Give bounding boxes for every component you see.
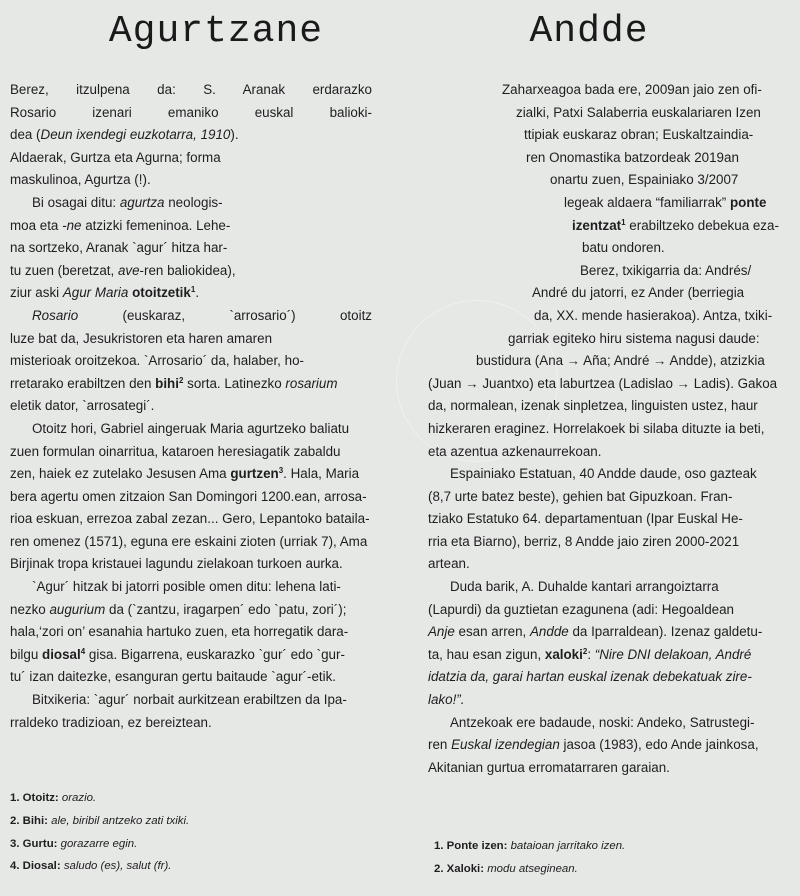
paragraph-4 (428, 576, 790, 712)
text-line: André du jatorri, ez Ander (berriegia (532, 285, 745, 301)
text-line: ta, hau esan zigun, xaloki$^2$: “Nire DNI delakoan, André (428, 646, 752, 662)
text-line: tu´ izan daitezke, esanguran gertu baitaude `agur´-etik. (10, 669, 337, 685)
paragraph-6 (10, 689, 372, 734)
footnotes (10, 787, 189, 878)
text-line: dea (Deun ixendegi euzkotarra, 1910). (10, 127, 239, 143)
text-line: Otoitz hori, Gabriel aingeruak Maria agurtzeko baliatu (32, 420, 350, 436)
text-line: Duda barik, A. Duhalde kantari arrangoiztarra (450, 579, 719, 595)
text-line: batu ondoren. (582, 240, 665, 256)
text-line: da, XX. mende hasierakoa). Antza, txiki- (534, 307, 773, 323)
text-line: lako!”. (428, 692, 465, 708)
text-line: Berez, itzulpena da: S. Aranak erdarazko (10, 82, 372, 97)
title-andde: Andde (529, 10, 649, 53)
text-line: ren Onomastika batzordeak 2019an (526, 149, 739, 165)
text-line: idatzia da, garai hartan euskal izenak debekatuak zire- (428, 669, 752, 685)
paragraph-5 (10, 576, 372, 689)
text-line: bilgu diosal$^4$ gisa. Bigarrena, euskarazko `gur´ edo `gur- (10, 646, 345, 662)
text-line: bustidura (Ana → Aña; André → Andde), atzizkia (476, 353, 765, 369)
text-line: garriak egiteko hiru sistema nagusi daude: (508, 330, 760, 346)
title-agurtzane: Agurtzane (108, 10, 324, 53)
text-line: misterioak oroitzekoa. `Arrosario´ da, halaber, ho- (10, 353, 304, 369)
text-line: Berez, txikigarria da: Andrés/ (580, 262, 752, 278)
text-line: `Agur´ hitzak bi jatorri posible omen ditu: lehena lati- (32, 579, 341, 595)
text-line: ziur aski Agur Maria otoitzetik$^1$. (10, 285, 200, 301)
text-line: tziako Estatuko 64. departamentuan (Ipar Euskal He- (428, 511, 743, 527)
text-line: na sortzeko, Aranak `agur´ hitza har- (10, 240, 228, 256)
text-line: ren omenez (1571), eguna ere eskaini zioten (urriak 7), Ama (10, 533, 368, 549)
paragraph-3 (10, 305, 372, 418)
text-line: rioa eskuan, errezoa zabal zezan... Gero, Lepantoko bataila- (10, 511, 370, 527)
text-line: Akitanian gurtua erromatarraren garaian. (428, 759, 670, 775)
text-line: Rosario izenari emaniko euskal balioki- (10, 104, 372, 120)
text-line: eletik dator, `arrosategi´. (10, 398, 155, 414)
column-andde (428, 0, 790, 875)
text-line: Bi osagai ditu: agurtza neologis- (32, 194, 223, 210)
text-line: eta azentua azkenaurrekoan. (428, 443, 602, 459)
text-line: zen, haiek ez zutelako Jesusen Ama gurtzen$^3$. Hala, Maria (10, 466, 360, 482)
footnote: 1. Ponte izen: bataioan jarritako izen. (434, 840, 626, 852)
text-line: luze bat da, Jesukristoren eta haren amaren (10, 330, 273, 346)
footnote: 1. Otoitz: orazio. (10, 792, 97, 804)
text-line: (Juan → Juantxo) eta laburtzea (Ladislao → Ladis). Gakoa (428, 375, 778, 391)
text-line: (Lapurdi) da guztietan ezagunena (adi: Hegoaldean (428, 601, 734, 617)
paragraph-2 (428, 260, 790, 463)
text-line: Rosario (euskaraz, `arrosario´) otoitz (32, 307, 372, 323)
text-line: rraldeko tradizioan, ez bereiztean. (10, 714, 212, 730)
text-line: moa eta -ne atzizki femeninoa. Lehe- (10, 217, 231, 233)
text-line: (8,7 urte batez beste), gehien bat Gipuzkoan. Fran- (428, 488, 733, 504)
text-line: zuen formulan oinarritua, kataroen heresiagatik zabaldu (10, 443, 341, 459)
paragraph-1 (488, 79, 790, 260)
paragraph-2 (10, 192, 372, 305)
text-line: ttipiak euskaraz obran; Euskaltzaindia- (524, 127, 754, 143)
text-line: hizkeraren eraginez. Horrelakoek bi silaba dituzte ia beti, (428, 420, 765, 436)
text-line: Antzekoak ere badaude, noski: Andeko, Satrustegi- (450, 714, 755, 730)
text-line: rria eta Biarno), berriz, 8 Andde jaio ziren 2000-2021 (428, 533, 740, 549)
text-line: izentzat$^1$ erabiltzeko debekua eza- (572, 217, 779, 233)
column-agurtzane (10, 0, 372, 873)
footnote: 4. Diosal: saludo (es), salut (fr). (10, 860, 172, 873)
text-line: nezko augurium da (`zantzu, iragarpen´ edo `patu, zori´); (10, 601, 347, 617)
text-line: Espainiako Estatuan, 40 Andde daude, oso gazteak (450, 466, 757, 482)
paragraph-5 (428, 712, 790, 780)
text-line: ren Euskal izendegian jasoa (1983), edo Ande jainkosa, (428, 737, 759, 753)
paragraph-4 (10, 418, 372, 576)
text-line: artean. (428, 556, 470, 572)
footnotes (434, 835, 625, 881)
text-line: bera agertu omen zitzaion San Domingori 1200.ean, arrosa- (10, 488, 367, 504)
paragraph-1 (10, 79, 372, 192)
text-line: maskulinoa, Agurtza (!). (10, 172, 151, 188)
paragraph-3 (428, 463, 790, 576)
text-line: Bitxikeria: `agur´ norbait aurkitzean erabiltzen da Ipa- (32, 692, 347, 708)
text-line: onartu zuen, Espainiako 3/2007 (550, 172, 739, 188)
text-line: Zaharxeagoa bada ere, 2009an jaio zen ofi- (502, 82, 762, 97)
text-line: legeak aldaera “familiarrak” ponte (564, 194, 767, 210)
text-line: hala,‘zori on’ esanahia hartuko zuen, eta horregatik dara- (10, 624, 349, 640)
footnote: 3. Gurtu: gorazarre egin. (10, 837, 138, 850)
footnote: 2. Bihi: ale, biribil antzeko zati txiki. (10, 814, 190, 827)
footnote: 2. Xaloki: modu atseginean. (434, 862, 578, 875)
text-line: Anje esan arren, Andde da Iparraldean). Izenaz galdetu- (428, 624, 763, 640)
text-line: Aldaerak, Gurtza eta Agurna; forma (10, 149, 221, 165)
text-line: zialki, Patxi Salaberria euskalariaren Izen (516, 104, 761, 120)
text-line: rretarako erabiltzen den bihi$^2$ sorta. Latinezko rosarium (10, 375, 338, 391)
text-line: da, normalean, izenak sinpletzea, linguisten ustez, haur (428, 398, 758, 414)
text-line: Birjinak tropa kristauei lagundu zielakoan turkoen aurka. (10, 556, 343, 572)
text-line: tu zuen (beretzat, ave-ren baliokidea), (10, 262, 236, 278)
